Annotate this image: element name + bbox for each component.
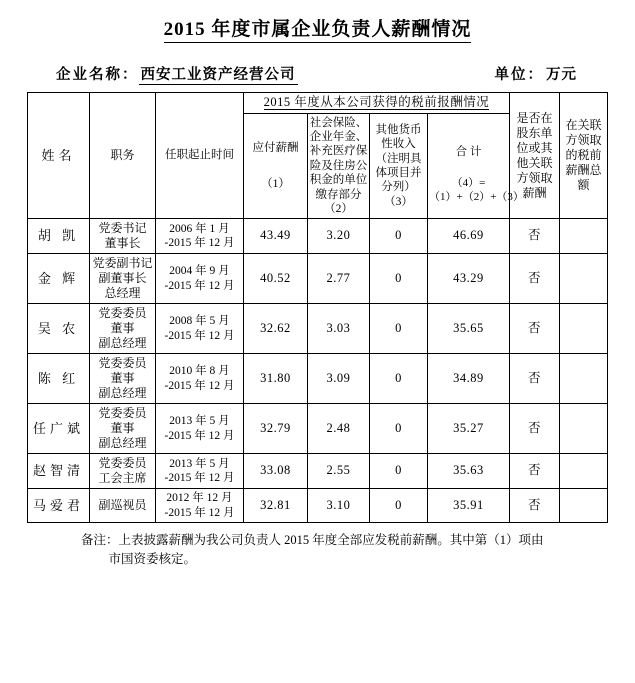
table-row bbox=[27, 304, 607, 354]
footer-note-line1: 备注：上表披露薪酬为我公司负责人 2015 年度全部应发税前薪酬。其中第（1）项由 bbox=[81, 533, 544, 547]
cell-post: 副巡视员 bbox=[89, 489, 155, 523]
table-row bbox=[27, 489, 607, 523]
cell-pay: 32.81 bbox=[243, 489, 307, 523]
cell-term: 2004 年 9 月 -2015 年 12 月 bbox=[155, 254, 243, 304]
cell-post: 党委委员 董事 副总经理 bbox=[89, 304, 155, 354]
cell-other: 0 bbox=[369, 454, 427, 489]
header-insurance-text: 社会保险、企业年金、补充医疗保险及住房公积金的单位缴存部分 bbox=[309, 116, 368, 201]
cell-related bbox=[560, 354, 608, 404]
header-other-text: 其他货币性收入（注明具体项目并分列） bbox=[375, 123, 422, 194]
cell-pay: 31.80 bbox=[243, 354, 307, 404]
page-title-text: 2015 年度市属企业负责人薪酬情况 bbox=[164, 19, 472, 43]
cell-related bbox=[560, 489, 608, 523]
table-row bbox=[27, 454, 607, 489]
cell-term: 2012 年 12 月 -2015 年 12 月 bbox=[155, 489, 243, 523]
cell-term: 2013 年 5 月 -2015 年 12 月 bbox=[155, 454, 243, 489]
cell-holding: 否 bbox=[510, 454, 560, 489]
cell-sum: 46.69 bbox=[427, 219, 509, 254]
header-sum bbox=[427, 113, 524, 219]
header-group-pretax-text: 2015 年度从本公司获得的税前报酬情况 bbox=[263, 95, 490, 109]
table-row bbox=[27, 254, 607, 304]
header-other-no: （3） bbox=[384, 195, 413, 208]
cell-related bbox=[560, 254, 608, 304]
cell-insurance: 3.10 bbox=[307, 489, 369, 523]
header-post: 职务 bbox=[89, 93, 155, 219]
cell-related bbox=[560, 304, 608, 354]
header-sum-text: 合 计 bbox=[455, 146, 482, 159]
header-holding: 是否在股东单位或其他关联方领取薪酬 bbox=[510, 93, 560, 219]
cell-other: 0 bbox=[369, 254, 427, 304]
cell-insurance: 3.20 bbox=[307, 219, 369, 254]
unit-label: 单位： bbox=[494, 67, 544, 83]
header-pay bbox=[243, 113, 307, 219]
cell-name: 金 辉 bbox=[27, 254, 89, 304]
header-pay-no: （1） bbox=[261, 177, 290, 190]
cell-term: 2006 年 1 月 -2015 年 12 月 bbox=[155, 219, 243, 254]
table-row bbox=[27, 219, 607, 254]
cell-related bbox=[560, 454, 608, 489]
header-term: 任职起止时间 bbox=[155, 93, 243, 219]
header-group-pretax bbox=[243, 93, 509, 114]
cell-holding: 否 bbox=[510, 304, 560, 354]
cell-sum: 35.63 bbox=[427, 454, 509, 489]
cell-other: 0 bbox=[369, 404, 427, 454]
cell-pay: 32.62 bbox=[243, 304, 307, 354]
cell-name: 马爱君 bbox=[27, 489, 89, 523]
header-name: 姓名 bbox=[27, 93, 89, 219]
header-insurance bbox=[307, 113, 369, 219]
cell-sum: 34.89 bbox=[427, 354, 509, 404]
unit-field bbox=[495, 63, 580, 84]
cell-other: 0 bbox=[369, 489, 427, 523]
cell-insurance: 2.77 bbox=[307, 254, 369, 304]
cell-post: 党委副书记 副董事长 总经理 bbox=[89, 254, 155, 304]
table-body bbox=[27, 219, 607, 523]
table-row bbox=[27, 354, 607, 404]
document-page bbox=[0, 14, 635, 683]
cell-pay: 32.79 bbox=[243, 404, 307, 454]
cell-holding: 否 bbox=[510, 489, 560, 523]
header-sum-formula: （4）=（1）+（2）+（3） bbox=[428, 176, 524, 204]
cell-related bbox=[560, 219, 608, 254]
cell-name: 胡 凯 bbox=[27, 219, 89, 254]
unit-value: 万元 bbox=[546, 67, 577, 83]
company-name-field bbox=[56, 63, 298, 84]
cell-pay: 43.49 bbox=[243, 219, 307, 254]
salary-table bbox=[27, 92, 608, 523]
page-title bbox=[0, 14, 635, 41]
cell-post: 党委委员 董事 副总经理 bbox=[89, 354, 155, 404]
cell-insurance: 2.55 bbox=[307, 454, 369, 489]
cell-name: 陈 红 bbox=[27, 354, 89, 404]
document-meta bbox=[56, 63, 579, 84]
footer-note-line2: 市国资委核定。 bbox=[108, 551, 197, 566]
cell-sum: 35.27 bbox=[427, 404, 509, 454]
cell-sum: 43.29 bbox=[427, 254, 509, 304]
cell-name: 任广斌 bbox=[27, 404, 89, 454]
cell-holding: 否 bbox=[510, 354, 560, 404]
cell-insurance: 3.09 bbox=[307, 354, 369, 404]
company-name-label: 企业名称： bbox=[56, 67, 139, 83]
header-pay-text: 应付薪酬 bbox=[252, 141, 299, 154]
table-row bbox=[27, 404, 607, 454]
cell-term: 2010 年 8 月 -2015 年 12 月 bbox=[155, 354, 243, 404]
cell-pay: 33.08 bbox=[243, 454, 307, 489]
cell-holding: 否 bbox=[510, 254, 560, 304]
cell-holding: 否 bbox=[510, 404, 560, 454]
header-other bbox=[369, 113, 427, 219]
cell-post: 党委书记 董事长 bbox=[89, 219, 155, 254]
cell-sum: 35.65 bbox=[427, 304, 509, 354]
header-related: 在关联方领取的税前薪酬总额 bbox=[560, 93, 608, 219]
cell-term: 2013 年 5 月 -2015 年 12 月 bbox=[155, 404, 243, 454]
cell-insurance: 3.03 bbox=[307, 304, 369, 354]
cell-pay: 40.52 bbox=[243, 254, 307, 304]
cell-name: 赵智清 bbox=[27, 454, 89, 489]
cell-related bbox=[560, 404, 608, 454]
header-insurance-no: （2） bbox=[324, 202, 353, 215]
cell-sum: 35.91 bbox=[427, 489, 509, 523]
cell-name: 吴 农 bbox=[27, 304, 89, 354]
cell-other: 0 bbox=[369, 219, 427, 254]
cell-post: 党委委员 董事 副总经理 bbox=[89, 404, 155, 454]
cell-post: 党委委员 工会主席 bbox=[89, 454, 155, 489]
cell-holding: 否 bbox=[510, 219, 560, 254]
cell-insurance: 2.48 bbox=[307, 404, 369, 454]
table-header-row-group bbox=[27, 93, 607, 114]
company-name-value: 西安工业资产经营公司 bbox=[140, 67, 296, 83]
cell-other: 0 bbox=[369, 304, 427, 354]
cell-term: 2008 年 5 月 -2015 年 12 月 bbox=[155, 304, 243, 354]
table-head bbox=[27, 93, 607, 219]
cell-other: 0 bbox=[369, 354, 427, 404]
footer-note bbox=[56, 531, 579, 569]
